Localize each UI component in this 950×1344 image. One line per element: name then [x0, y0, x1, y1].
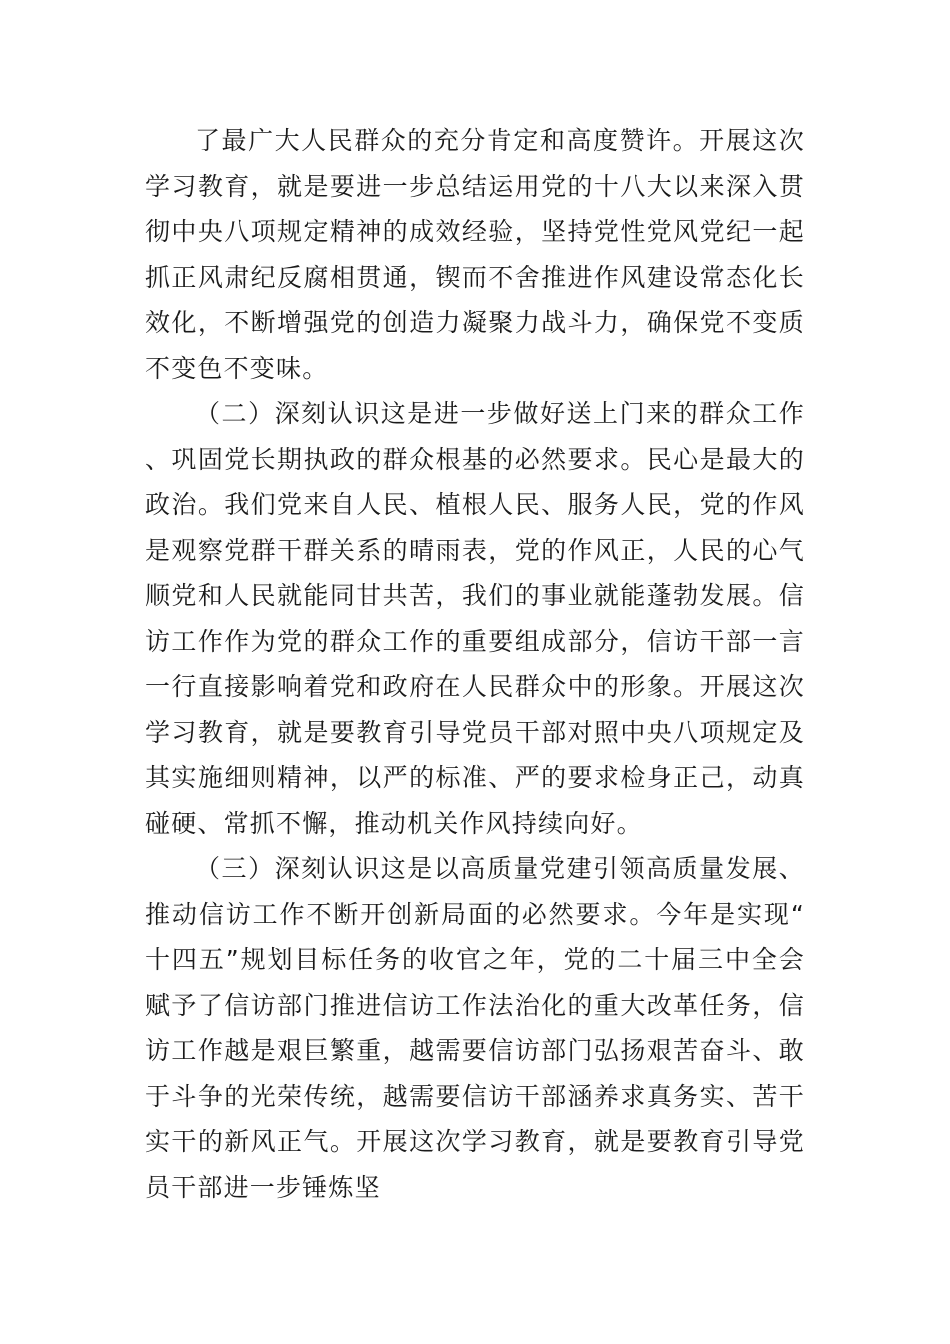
paragraph-3: （三）深刻认识这是以高质量党建引领高质量发展、推动信访工作不断开创新局面的必然要求。今年是实现“十四五”规划目标任务的收官之年，党的二十届三中全会赋予了信访部门推进信访工作法治化的重大改革任务，信访工作越是艰巨繁重，越需要信访部门弘扬艰苦奋斗、敢于斗争的光荣传统，越需要信访干部涵养求真务实、苦干实干的新风正气。开展这次学习教育，就是要教育引导党员干部进一步锤炼坚 — [145, 854, 805, 1202]
document-body — [145, 118, 805, 1210]
paragraph-1: 了最广大人民群众的充分肯定和高度赞许。开展这次学习教育，就是要进一步总结运用党的十八大以来深入贯彻中央八项规定精神的成效经验，坚持党性党风党纪一起抓正风肃纪反腐相贯通，锲而不舍推进作风建设常态化长效化，不断增强党的创造力凝聚力战斗力，确保党不变质不变色不变味。 — [145, 126, 805, 383]
paragraph-2: （二）深刻认识这是进一步做好送上门来的群众工作、巩固党长期执政的群众根基的必然要求。民心是最大的政治。我们党来自人民、植根人民、服务人民，党的作风是观察党群干群关系的晴雨表，党的作风正，人民的心气顺党和人民就能同甘共苦，我们的事业就能蓬勃发展。信访工作作为党的群众工作的重要组成部分，信访干部一言一行直接影响着党和政府在人民群众中的形象。开展这次学习教育，就是要教育引导党员干部对照中央八项规定及其实施细则精神，以严的标准、严的要求检身正己，动真碰硬、常抓不懈，推动机关作风持续向好。 — [145, 399, 805, 838]
